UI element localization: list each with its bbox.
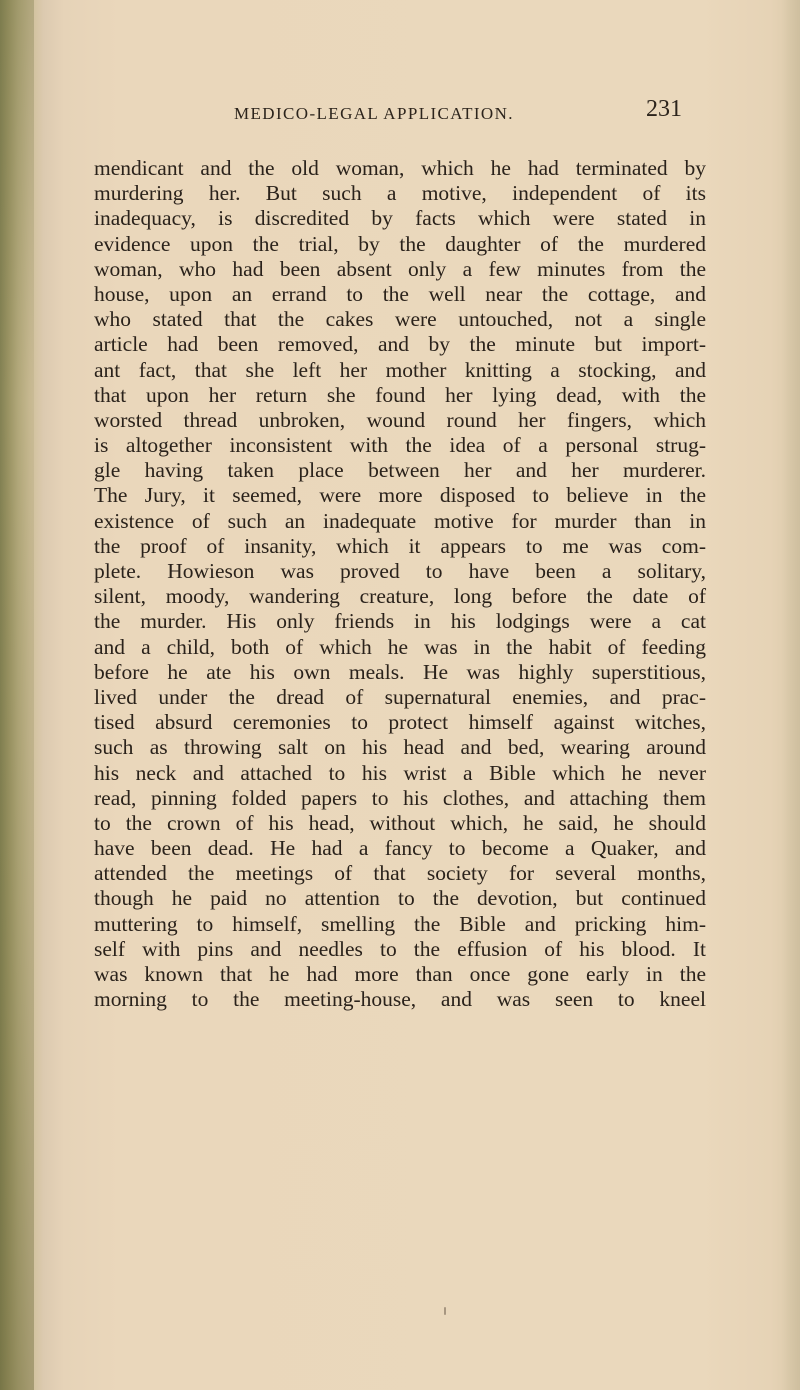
text-line: before he ate his own meals. He was highly superstitious, (94, 659, 706, 684)
text-line: The Jury, it seemed, were more disposed to believe in the (94, 483, 706, 508)
text-line: was known that he had more than once gone early in the (94, 962, 706, 986)
text-line: worsted thread unbroken, wound round her fingers, which (94, 407, 706, 432)
text-line: muttering to himself, smelling the Bible and pricking him- (94, 911, 706, 936)
text-line: inadequacy, is discredited by facts which were stated in (94, 206, 706, 231)
text-line: mendicant and the old woman, which he had terminated by (94, 156, 706, 180)
text-line: ant fact, that she left her mother knitting a stocking, and (94, 357, 706, 382)
text-line: the proof of insanity, which it appears to me was com- (94, 533, 706, 558)
text-line: read, pinning folded papers to his clothes, and attaching them (94, 785, 706, 810)
text-line: gle having taken place between her and her murderer. (94, 458, 706, 483)
text-line: house, upon an errand to the well near the cottage, and (94, 281, 706, 306)
text-line: article had been removed, and by the minute but import- (94, 332, 706, 357)
page-header (0, 90, 800, 130)
paper-speck (444, 1307, 446, 1315)
text-line: lived under the dread of supernatural enemies, and prac- (94, 684, 706, 709)
text-line: morning to the meeting-house, and was seen to kneel (94, 987, 706, 1012)
text-line: woman, who had been absent only a few minutes from the (94, 256, 706, 281)
text-line: murdering her. But such a motive, independent of its (94, 181, 706, 206)
text-line: is altogether inconsistent with the idea of a personal strug- (94, 433, 706, 458)
body-text (94, 156, 706, 1012)
text-line: self with pins and needles to the effusion of his blood. It (94, 936, 706, 961)
text-line: have been dead. He had a fancy to become a Quaker, and (94, 836, 706, 861)
text-line: existence of such an inadequate motive for murder than in (94, 508, 706, 533)
running-title: MEDICO-LEGAL APPLICATION. (234, 104, 514, 123)
text-line: the murder. His only friends in his lodgings were a cat (94, 609, 706, 634)
text-line: attended the meetings of that society for several months, (94, 861, 706, 886)
text-line: such as throwing salt on his head and bed, wearing around (94, 735, 706, 760)
text-line: who stated that the cakes were untouched, not a single (94, 307, 706, 332)
text-line: tised absurd ceremonies to protect himself against witches, (94, 710, 706, 735)
text-line: and a child, both of which he was in the habit of feeding (94, 634, 706, 659)
text-line: his neck and attached to his wrist a Bible which he never (94, 760, 706, 785)
text-line: to the crown of his head, without which, he said, he should (94, 810, 706, 835)
page-number: 231 (646, 96, 682, 122)
text-line: though he paid no attention to the devotion, but continued (94, 886, 706, 911)
text-line: that upon her return she found her lying dead, with the (94, 382, 706, 407)
text-line: plete. Howieson was proved to have been a solitary, (94, 559, 706, 583)
text-line: evidence upon the trial, by the daughter of the murdered (94, 231, 706, 256)
text-line: silent, moody, wandering creature, long before the date of (94, 584, 706, 609)
